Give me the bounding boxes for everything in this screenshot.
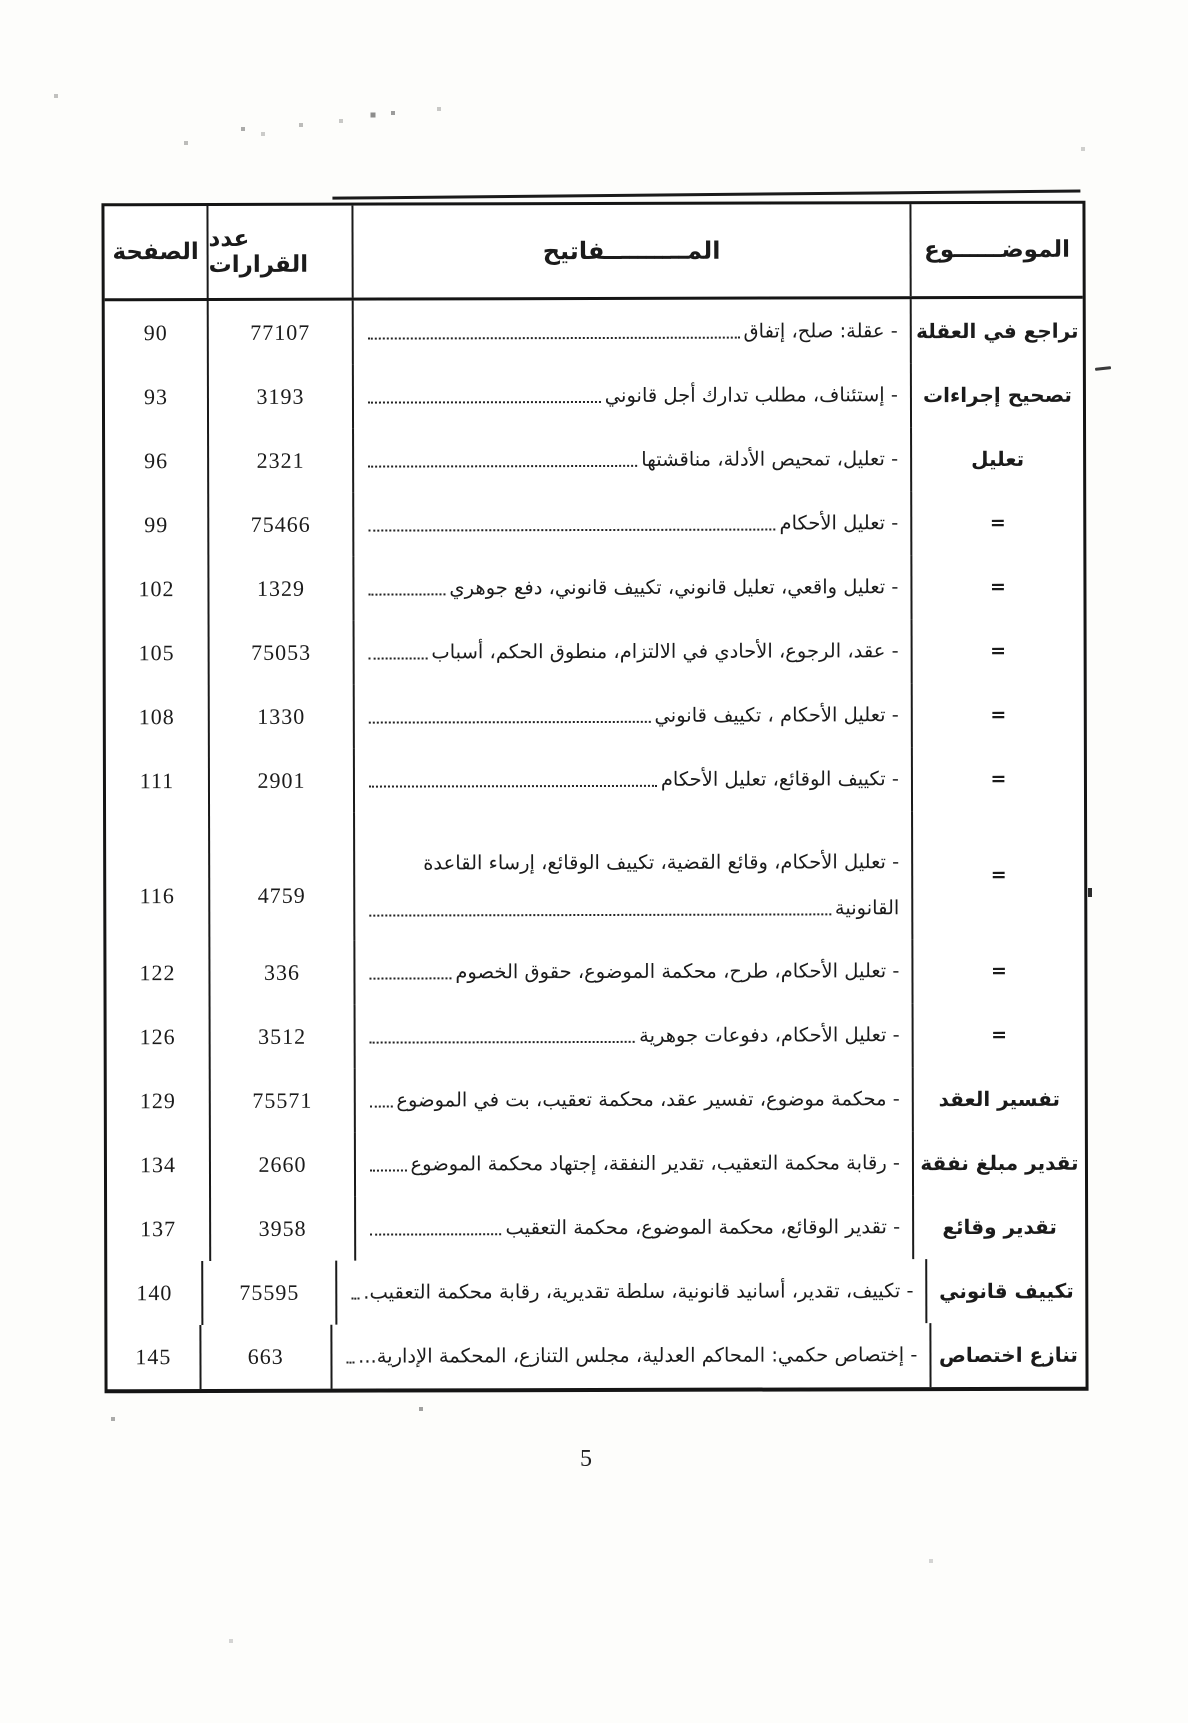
- keywords-cell: [356, 1131, 914, 1196]
- keywords-line: [366, 510, 898, 537]
- page-number-cell: 140: [107, 1261, 203, 1325]
- keywords-line: [368, 1086, 900, 1113]
- keywords-cell: [355, 683, 913, 748]
- keywords-text: - رقابة محكمة التعقيب، تقدير النفقة، إجتهاد محكمة الموضوع: [410, 1151, 900, 1176]
- subject-cell: [914, 1003, 1085, 1067]
- subject-text: =: [990, 703, 1007, 726]
- table-row: [107, 1323, 1085, 1390]
- table-row: [107, 1067, 1085, 1134]
- keywords-line: [367, 958, 899, 985]
- table-row: [105, 555, 1083, 622]
- table-row: [106, 811, 1084, 942]
- keywords-text: - تعليل الأحكام، طرح، محكمة الموضوع، حقوق الخصوم: [455, 959, 900, 984]
- page-number-cell: 137: [107, 1197, 211, 1261]
- keywords-cell: [337, 1259, 927, 1325]
- decision-number-cell: 3958: [211, 1197, 356, 1261]
- page-footer-number: 5: [580, 1446, 592, 1472]
- subject-text: =: [989, 575, 1006, 598]
- keywords-text: - تعليل الأحكام: [779, 511, 899, 535]
- keywords-line: [366, 574, 898, 601]
- decision-number-cell: 75053: [210, 621, 355, 685]
- keywords-cell: [354, 299, 912, 364]
- subject-text: تعليل: [971, 446, 1025, 472]
- decision-number-cell: 75466: [209, 493, 354, 557]
- dotted-leader: [368, 337, 740, 340]
- decision-number-cell: 75595: [203, 1261, 337, 1325]
- table-body: [105, 299, 1086, 1390]
- keywords-cell: [355, 619, 913, 684]
- keywords-text: - عقد، الرجوع، الأحادي في الالتزام، منطوق الحكم، أسباب: [431, 639, 899, 664]
- dotted-leader: [369, 785, 657, 788]
- keywords-line: [368, 1022, 900, 1049]
- dotted-leader: [351, 1298, 359, 1300]
- dotted-leader: [370, 1233, 501, 1235]
- decision-number-cell: 75571: [211, 1069, 356, 1133]
- dotted-leader: [369, 913, 831, 916]
- scan-dash-artifact: [1095, 366, 1111, 370]
- keywords-line: [368, 1150, 900, 1177]
- keywords-cell: [354, 555, 912, 620]
- keywords-text: القانونية: [834, 896, 900, 920]
- header-decisions-column: عدد القرارات: [208, 206, 353, 298]
- subject-text: =: [991, 1023, 1008, 1046]
- keywords-text: - عقلة: صلح، إتفاق: [743, 319, 898, 343]
- dotted-leader: [370, 1106, 393, 1108]
- header-subject-column: الموضــــــوع: [924, 236, 1071, 264]
- page-number-cell: 129: [107, 1069, 211, 1133]
- dotted-leader: [368, 593, 445, 595]
- subject-text: =: [990, 767, 1007, 790]
- keywords-cell: [332, 1323, 932, 1389]
- page-number-cell: 105: [106, 621, 210, 685]
- table-row: [106, 747, 1084, 814]
- table-row: [107, 1131, 1085, 1198]
- page-number-cell: 116: [106, 813, 210, 941]
- keywords-cell: [355, 939, 913, 1004]
- table-row: [105, 427, 1083, 494]
- scan-noise: [0, 0, 2, 2]
- dotted-leader: [370, 1169, 407, 1171]
- page-number-cell: 93: [105, 365, 209, 429]
- subject-cell: [914, 1067, 1085, 1131]
- keywords-text: - محكمة موضوع، تفسير عقد، محكمة تعقيب، بت في الموضوع: [396, 1087, 900, 1112]
- subject-cell: [912, 491, 1083, 555]
- subject-cell: [913, 811, 1084, 939]
- table-row: [105, 363, 1083, 430]
- decision-number-cell: 663: [201, 1325, 332, 1389]
- decision-number-cell: 4759: [210, 813, 355, 941]
- subject-cell: [913, 619, 1084, 683]
- subject-text: =: [990, 863, 1007, 886]
- keywords-text: - تعليل الأحكام، وقائع القضية، تكييف الوقائع، إرساء القاعدة: [423, 850, 900, 875]
- page-number-cell: 90: [105, 301, 209, 365]
- keywords-line: [349, 1278, 913, 1305]
- keywords-line: [366, 446, 898, 473]
- table-row: [107, 1259, 1085, 1326]
- keywords-cell: [354, 427, 912, 492]
- keywords-text: - تعليل الأحكام، دفوعات جوهرية: [639, 1023, 900, 1047]
- keywords-cell: [355, 811, 913, 940]
- keywords-text: - تعليل الأحكام ، تكييف قانوني: [654, 703, 899, 727]
- subject-cell: [912, 299, 1083, 363]
- decisions-index-table: [101, 201, 1088, 1394]
- decision-number-cell: 2901: [210, 749, 355, 813]
- table-row: [106, 939, 1084, 1006]
- page-number-cell: 96: [105, 429, 209, 493]
- subject-cell: [912, 427, 1083, 491]
- keywords-line: [344, 1342, 917, 1370]
- decision-number-cell: 3512: [211, 1005, 356, 1069]
- subject-cell: [928, 1259, 1086, 1323]
- subject-text: تراجع في العقلة: [916, 318, 1079, 344]
- table-header-row: [104, 204, 1082, 302]
- decision-number-cell: 2660: [211, 1133, 356, 1197]
- scan-mark-artifact: [1088, 888, 1092, 897]
- dotted-leader: [369, 657, 428, 659]
- dotted-leader: [368, 529, 775, 532]
- keywords-text: - تعليل، تمحيص الأدلة، مناقشتها: [641, 447, 899, 471]
- subject-cell: [912, 363, 1083, 427]
- dotted-leader: [369, 721, 651, 724]
- table-row: [107, 1003, 1085, 1070]
- keywords-text: - تعليل واقعي، تعليل قانوني، تكييف قانوني، دفع جوهري: [449, 575, 899, 600]
- dotted-leader: [368, 401, 601, 404]
- header-keys-column: المــــــــــفاتيح: [353, 204, 911, 297]
- page-number-cell: 111: [106, 749, 210, 813]
- page-number-cell: 122: [106, 941, 210, 1005]
- page-number-cell: 102: [105, 557, 209, 621]
- page-number-cell: 99: [105, 493, 209, 557]
- dotted-leader: [369, 977, 451, 979]
- decision-number-cell: 336: [210, 941, 355, 1005]
- page-number-cell: 126: [107, 1005, 211, 1069]
- keywords-text: - إستئناف، مطلب تدارك أجل قانوني: [604, 383, 898, 407]
- subject-text: تصحيح إجراءات: [922, 382, 1072, 408]
- decision-number-cell: 77107: [209, 301, 354, 365]
- dotted-leader: [368, 465, 637, 468]
- subject-cell: [931, 1323, 1085, 1387]
- subject-text: =: [990, 639, 1007, 662]
- page-number-cell: 145: [107, 1325, 201, 1389]
- keywords-line: [367, 702, 899, 729]
- decision-number-cell: 2321: [209, 429, 354, 493]
- subject-text: تقدير وقائع: [942, 1214, 1057, 1240]
- subject-cell: [914, 1195, 1085, 1259]
- table-row: [106, 683, 1084, 750]
- keywords-line: [368, 1214, 900, 1241]
- keywords-cell: [356, 1003, 914, 1068]
- decision-number-cell: 3193: [209, 365, 354, 429]
- keywords-cell: [354, 491, 912, 556]
- keywords-line: [367, 766, 899, 793]
- dotted-leader: [346, 1362, 354, 1364]
- subject-cell: [912, 555, 1083, 619]
- subject-cell: [913, 939, 1084, 1003]
- keywords-text: - تكييف الوقائع، تعليل الأحكام: [660, 767, 899, 791]
- keywords-cell: [356, 1195, 914, 1260]
- subject-text: تكييف قانوني: [939, 1278, 1074, 1304]
- keywords-line: [367, 638, 899, 665]
- keywords-cell: [354, 363, 912, 428]
- keywords-text: - إختصاص حكمي: المحاكم العدلية، مجلس التنازع، المحكمة الإدارية...: [358, 1343, 918, 1368]
- keywords-cell: [356, 1067, 914, 1132]
- subject-text: تفسير العقد: [938, 1086, 1061, 1112]
- scan-double-rule: [332, 190, 1080, 200]
- keywords-line: [367, 829, 899, 876]
- subject-cell: [914, 1131, 1085, 1195]
- table-row: [106, 619, 1084, 686]
- table-row: [107, 1195, 1085, 1262]
- decision-number-cell: 1329: [209, 557, 354, 621]
- subject-cell: [913, 683, 1084, 747]
- subject-text: =: [990, 959, 1007, 982]
- subject-text: تقدير مبلغ نفقة: [920, 1150, 1079, 1176]
- decision-number-cell: 1330: [210, 685, 355, 749]
- keywords-text: - تقدير الوقائع، محكمة الموضوع، محكمة التعقيب: [505, 1215, 901, 1240]
- table-row: [105, 299, 1083, 366]
- keywords-line: [366, 318, 898, 345]
- table-row: [105, 491, 1083, 558]
- keywords-line: [367, 875, 899, 922]
- keywords-text: - تكييف، تقدير، أسانيد قانونية، سلطة تقديرية، رقابة محكمة التعقيب.: [363, 1279, 914, 1304]
- subject-cell: [913, 747, 1084, 811]
- subject-text: تنازع اختصاص: [938, 1342, 1078, 1368]
- page-number-cell: 108: [106, 685, 210, 749]
- subject-text: =: [989, 511, 1006, 534]
- keywords-cell: [355, 747, 913, 812]
- page-number-cell: 134: [107, 1133, 211, 1197]
- header-page-column: الصفحة: [104, 206, 208, 298]
- dotted-leader: [370, 1041, 635, 1044]
- keywords-line: [366, 382, 898, 409]
